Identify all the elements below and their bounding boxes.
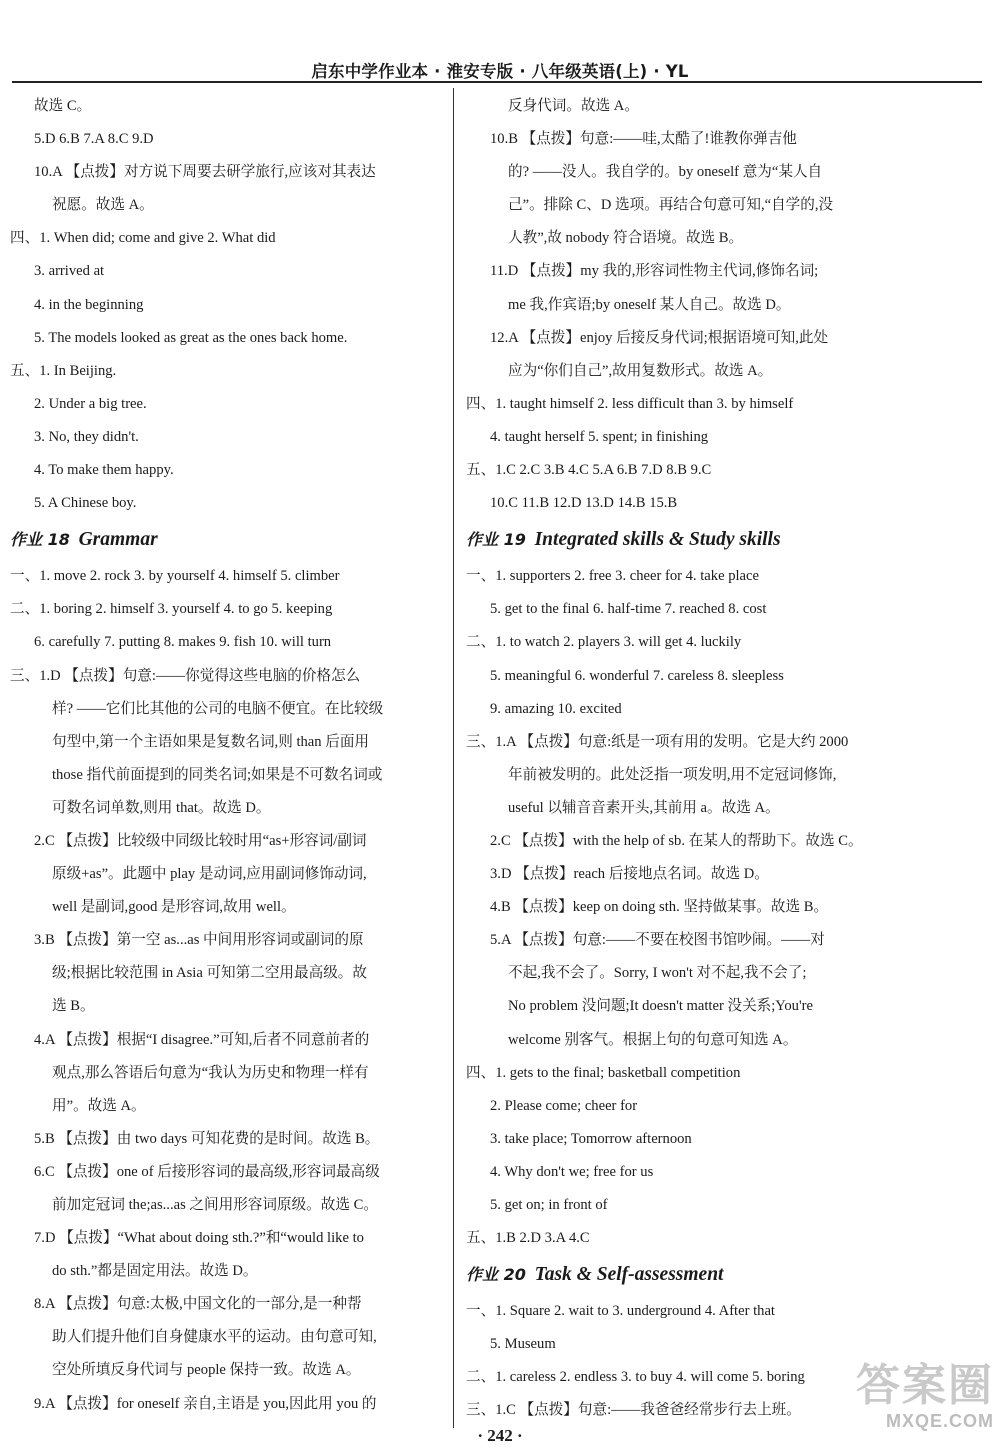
answer-line: 五、1. In Beijing. [10, 362, 117, 379]
answer-line: 助人们提升他们自身健康水平的运动。由句意可知, [52, 1329, 377, 1346]
answer-line: 一、1. move 2. rock 3. by yourself 4. himself 5. climber [10, 568, 340, 585]
answer-line: those 指代前面提到的同类名词;如果是不可数名词或 [52, 766, 383, 783]
answer-line: 样? ——它们比其他的公司的电脑不便宜。在比较级 [52, 700, 384, 717]
answer-line: 空处所填反身代词与 people 保持一致。故选 A。 [52, 1362, 361, 1379]
answer-line: 人教”,故 nobody 符合语境。故选 B。 [508, 230, 744, 247]
answer-line: well 是副词,good 是形容词,故用 well。 [52, 899, 296, 916]
answer-line: 观点,那么答语后句意为“我认为历史和物理一样有 [52, 1064, 369, 1081]
watermark-logo-text: 答案圈 [856, 1360, 994, 1411]
answer-line: 四、1. taught himself 2. less difficult than 3. by himself [466, 395, 794, 412]
answer-line: 5. get to the final 6. half-time 7. reached 8. cost [490, 601, 767, 618]
answer-line: 己”。排除 C、D 选项。再结合句意可知,“自学的,没 [508, 197, 834, 214]
answer-line: 2.C 【点拨】with the help of sb. 在某人的帮助下。故选 C。 [490, 832, 863, 849]
answer-line: 5. The models looked as great as the ones back home. [34, 329, 348, 346]
answer-line: 二、1. careless 2. endless 3. to buy 4. will come 5. boring [466, 1369, 805, 1386]
answer-line: 6. carefully 7. putting 8. makes 9. fish 10. will turn [34, 634, 332, 651]
answer-line: 10.A 【点拨】对方说下周要去研学旅行,应该对其表达 [34, 164, 376, 181]
answer-line: 祝愿。故选 A。 [52, 197, 154, 214]
section-heading-19 [466, 520, 898, 560]
answer-line: 五、1.B 2.D 3.A 4.C [466, 1230, 590, 1247]
answer-line: 2. Under a big tree. [34, 395, 147, 412]
answer-line: 6.C 【点拨】one of 后接形容词的最高级,形容词最高级 [34, 1163, 380, 1180]
answer-line: 年前被发明的。此处泛指一项发明,用不定冠词修饰, [508, 766, 837, 783]
answer-line: 4. in the beginning [34, 296, 144, 313]
header-rule [12, 81, 982, 83]
answer-line: 5.B 【点拨】由 two days 可知花费的是时间。故选 B。 [34, 1130, 380, 1147]
answer-line: 级;根据比较范围 in Asia 可知第二空用最高级。故 [52, 965, 367, 982]
homework-label: 作业 18 [10, 530, 70, 550]
answer-line: 10.B 【点拨】句意:——哇,太酷了!谁教你弹吉他 [490, 131, 797, 148]
answer-line: 5.D 6.B 7.A 8.C 9.D [34, 131, 154, 148]
answer-line: 的? ——没人。我自学的。by oneself 意为“某人自 [508, 164, 823, 181]
answer-line: 3. No, they didn't. [34, 428, 139, 445]
answer-line: 9. amazing 10. excited [490, 700, 622, 717]
answer-line: 可数名词单数,则用 that。故选 D。 [52, 799, 271, 816]
answer-line: 5. meaningful 6. wonderful 7. careless 8. sleepless [490, 667, 784, 684]
answer-line: 二、1. boring 2. himself 3. yourself 4. to go 5. keeping [10, 601, 333, 618]
answer-line: 4. taught herself 5. spent; in finishing [490, 428, 709, 445]
answer-line: 3. arrived at [34, 263, 105, 280]
answer-line: 2.C 【点拨】比较级中同级比较时用“as+形容词/副词 [34, 832, 367, 849]
answer-line: 4.B 【点拨】keep on doing sth. 坚持做某事。故选 B。 [490, 899, 829, 916]
answer-line: 4. To make them happy. [34, 462, 174, 479]
homework-label: 作业 19 [466, 530, 526, 550]
answer-line: 4.A 【点拨】根据“I disagree.”可知,后者不同意前者的 [34, 1031, 370, 1048]
answer-line: 7.D 【点拨】“What about doing sth.?”和“would like to [34, 1230, 364, 1247]
answer-line: 2. Please come; cheer for [490, 1097, 638, 1114]
answer-line: 4. Why don't we; free for us [490, 1163, 654, 1180]
page-number: · 242 · [477, 1426, 523, 1445]
answer-line: 12.A 【点拨】enjoy 后接反身代词;根据语境可知,此处 [490, 329, 829, 346]
answer-line: No problem 没问题;It doesn't matter 没关系;You're [508, 998, 813, 1015]
answer-line: 前加定冠词 the;as...as 之间用形容词原级。故选 C。 [52, 1197, 378, 1213]
section-heading-18 [10, 520, 447, 560]
answer-line: me 我,作宾语;by oneself 某人自己。故选 D。 [508, 296, 791, 313]
answer-line: welcome 别客气。根据上句的句意可知选 A。 [508, 1031, 798, 1048]
answer-line: 用”。故选 A。 [52, 1097, 146, 1114]
answer-line: do sth.”都是固定用法。故选 D。 [52, 1263, 258, 1280]
answer-line: 3. take place; Tomorrow afternoon [490, 1130, 692, 1147]
answer-line: 11.D 【点拨】my 我的,形容词性物主代词,修饰名词; [490, 263, 819, 280]
answer-line: 9.A 【点拨】for oneself 亲自,主语是 you,因此用 you 的 [34, 1395, 377, 1412]
answer-line: 故选 C。 [34, 98, 92, 114]
answer-line: 一、1. Square 2. wait to 3. underground 4. After that [466, 1303, 775, 1320]
answer-line: 三、1.C 【点拨】句意:——我爸爸经常步行去上班。 [466, 1402, 801, 1419]
answer-line: 二、1. to watch 2. players 3. will get 4. luckily [466, 634, 742, 651]
book-title: 启东中学作业本 · 淮安专版 · 八年级英语(上) · YL [311, 62, 689, 81]
answer-line: 三、1.A 【点拨】句意:纸是一项有用的发明。它是大约 2000 [466, 733, 849, 750]
answer-line: 反身代词。故选 A。 [508, 98, 639, 114]
answer-line: 5.A 【点拨】句意:——不要在校图书馆吵闹。——对 [490, 932, 825, 949]
answer-line: useful 以辅音音素开头,其前用 a。故选 A。 [508, 799, 780, 816]
homework-label: 作业 20 [466, 1265, 526, 1285]
answer-line: 原级+as”。此题中 play 是动词,应用副词修饰动词, [52, 866, 367, 883]
answer-line: 句型中,第一个主语如果是复数名词,则 than 后面用 [52, 733, 370, 750]
answer-line: 四、1. When did; come and give 2. What did [10, 230, 276, 247]
left-column [10, 90, 447, 1421]
right-column [466, 90, 898, 1428]
homework-title: Grammar [78, 529, 158, 551]
answer-line: 五、1.C 2.C 3.B 4.C 5.A 6.B 7.D 8.B 9.C [466, 462, 712, 479]
watermark-logo [844, 1361, 994, 1439]
answer-line: 3.B 【点拨】第一空 as...as 中间用形容词或副词的原 [34, 932, 364, 949]
answer-line: 一、1. supporters 2. free 3. cheer for 4. take place [466, 568, 759, 585]
answer-line: 应为“你们自己”,故用复数形式。故选 A。 [508, 362, 773, 379]
section-heading-20 [466, 1255, 898, 1295]
column-divider [453, 88, 454, 1428]
answer-line: 5. A Chinese boy. [34, 495, 137, 512]
answer-line: 8.A 【点拨】句意:太极,中国文化的一部分,是一种帮 [34, 1296, 362, 1313]
answer-line: 不起,我不会了。Sorry, I won't 对不起,我不会了; [508, 965, 807, 982]
answer-line: 选 B。 [52, 998, 95, 1015]
watermark-url: MXQE.COM [885, 1411, 994, 1431]
page-header [0, 0, 1000, 84]
homework-title: Task & Self-assessment [534, 1264, 724, 1286]
answer-line: 四、1. gets to the final; basketball competition [466, 1064, 741, 1081]
answer-line: 三、1.D 【点拨】句意:——你觉得这些电脑的价格怎么 [10, 667, 361, 684]
answer-line: 3.D 【点拨】reach 后接地点名词。故选 D。 [490, 866, 769, 883]
answer-line: 5. get on; in front of [490, 1197, 608, 1213]
answer-line: 10.C 11.B 12.D 13.D 14.B 15.B [490, 495, 678, 512]
homework-title: Integrated skills & Study skills [534, 529, 781, 551]
answer-line: 5. Museum [490, 1336, 556, 1353]
